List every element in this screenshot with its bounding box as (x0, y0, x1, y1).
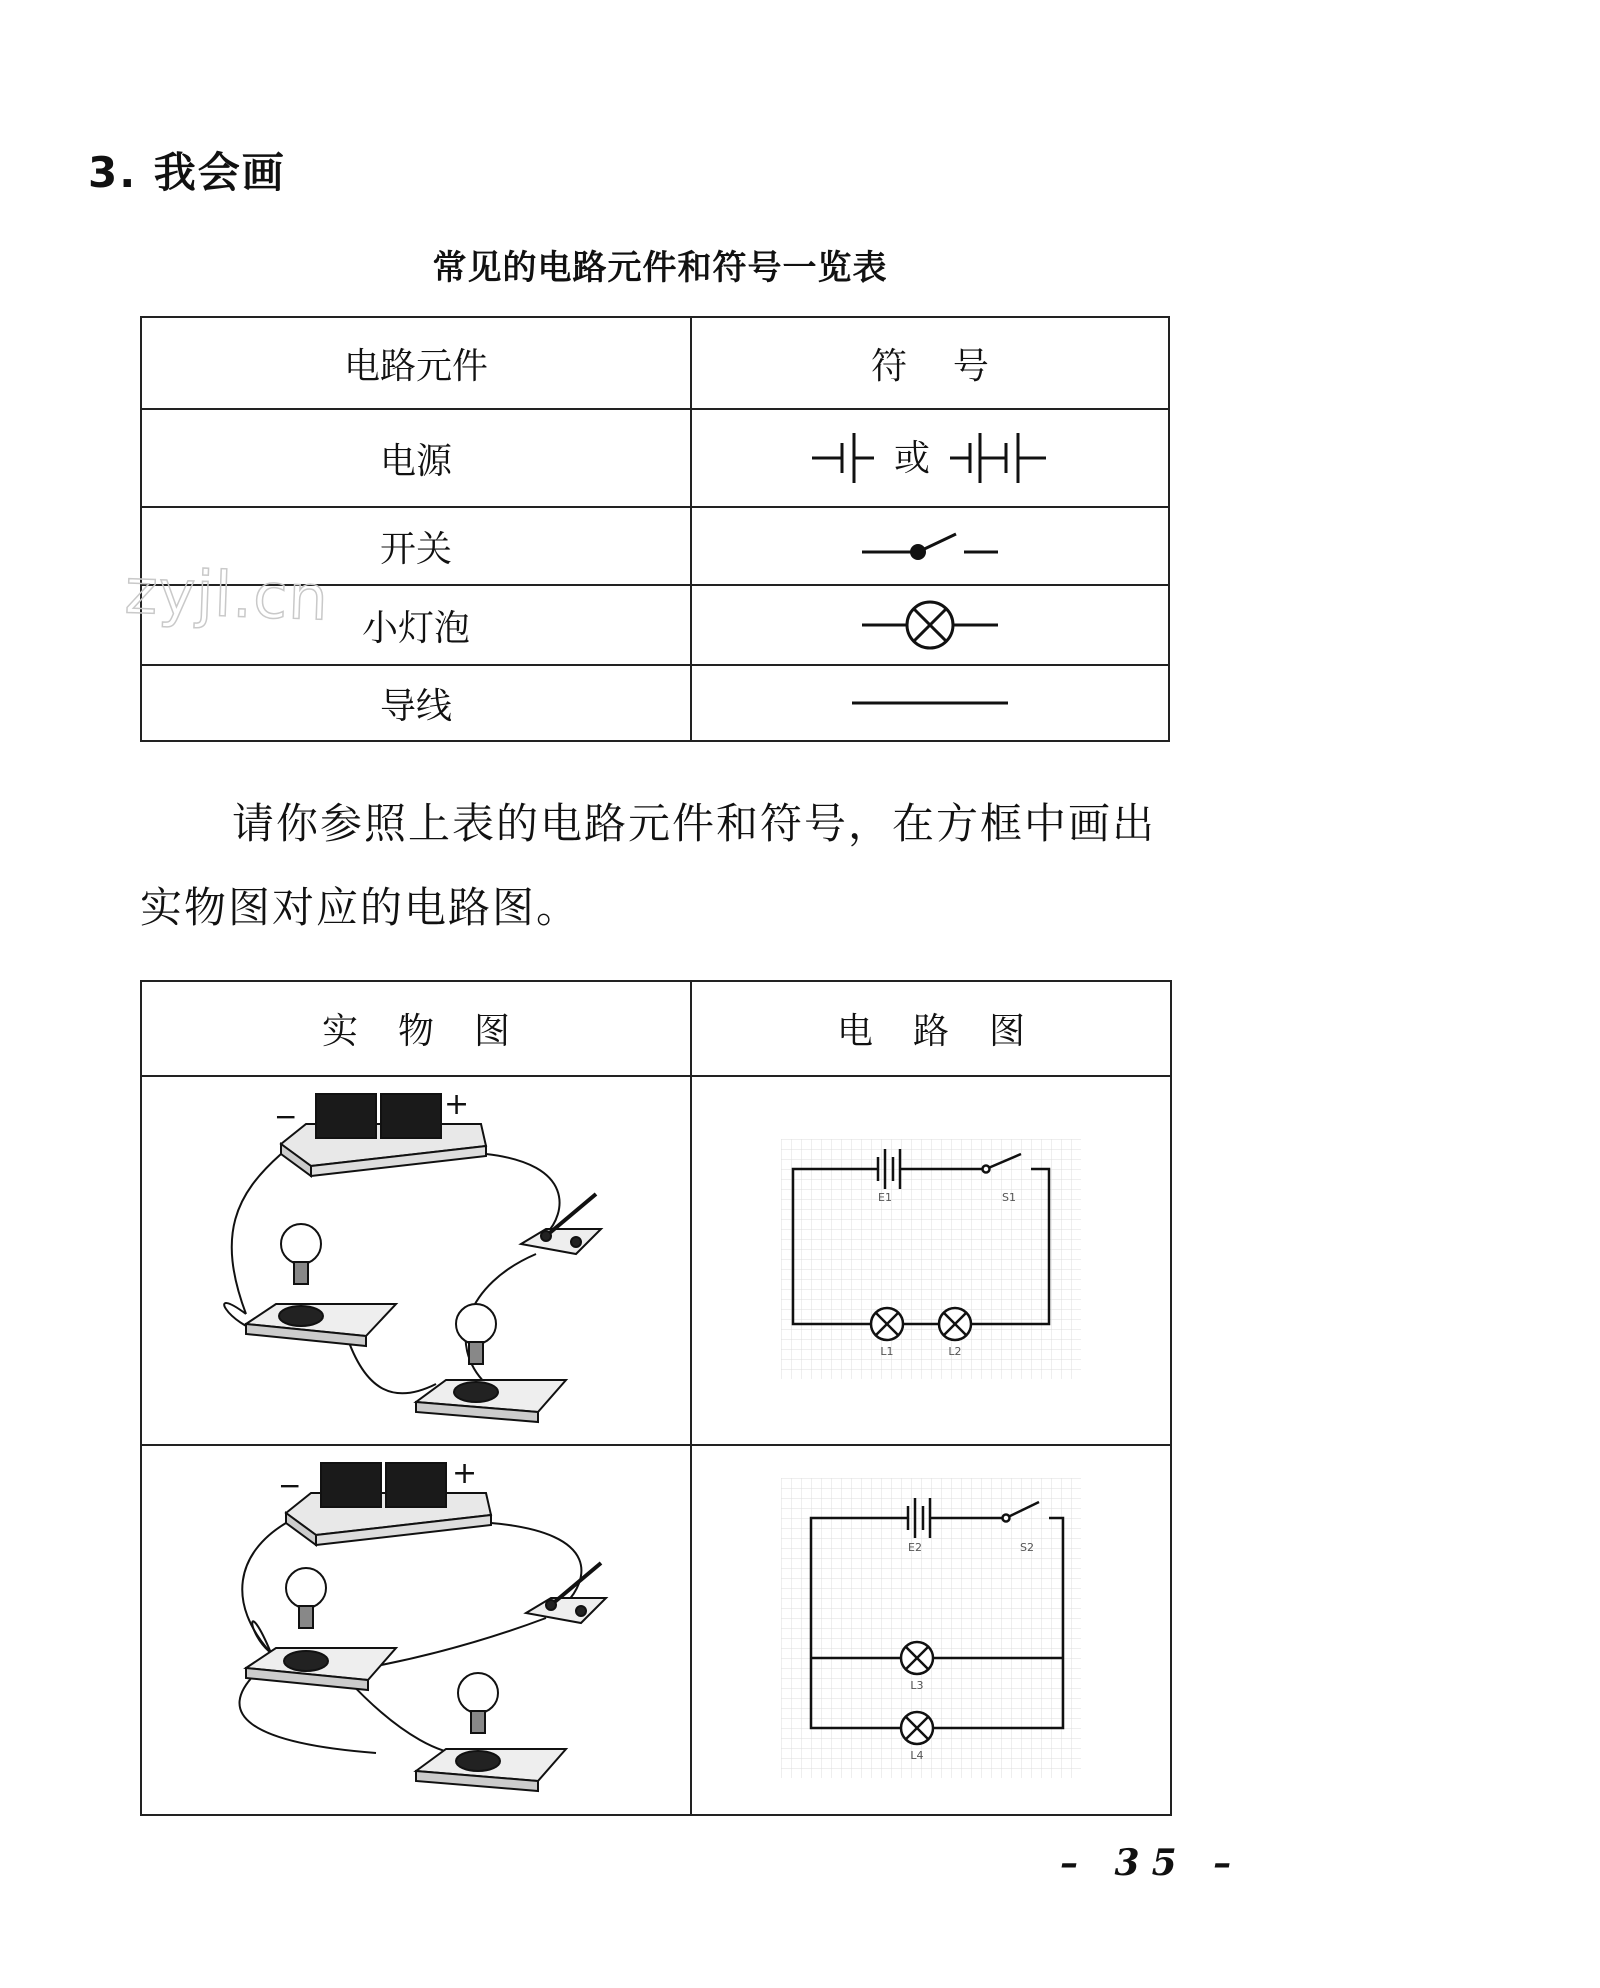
parallel-circuit-photo-icon (146, 1453, 686, 1803)
row-label-bulb: 小灯泡 (141, 585, 691, 665)
drawing-header-physical (141, 981, 691, 1076)
or-text: 或 (893, 438, 931, 479)
watermark: zyjl.cn (123, 554, 330, 635)
lamp-label-l4: L4 (910, 1749, 924, 1763)
lamp-label-l1: L1 (880, 1344, 894, 1358)
minus-label-2: − (278, 1469, 302, 1503)
page-number: – 35 – (1060, 1842, 1244, 1884)
switch-label-s2: S2 (1020, 1541, 1034, 1555)
bulb-symbol-cell (691, 585, 1169, 665)
battery-label-e1: E1 (878, 1190, 892, 1204)
series-circuit-diagram (781, 1139, 1081, 1379)
section-title: 3. 我会画 (88, 148, 286, 197)
drawing-table (140, 980, 1172, 1816)
circuit-diagram-cell-1 (691, 1076, 1171, 1446)
switch-label-s1: S1 (1002, 1190, 1016, 1204)
plus-label-1: + (444, 1086, 470, 1122)
row-label-switch: 开关 (141, 507, 691, 585)
series-circuit-photo-icon (146, 1084, 686, 1434)
circuit-header-text: 电路图 (836, 1010, 1065, 1052)
switch-symbol-cell (691, 507, 1169, 585)
symbol-table-header-component: 电路元件 (141, 317, 691, 409)
physical-header-text: 实物图 (321, 1010, 550, 1052)
symbol-table-header-symbol (691, 317, 1169, 409)
minus-label-1: − (274, 1099, 298, 1133)
lamp-label-l3: L3 (910, 1679, 924, 1693)
plus-label-2: + (452, 1456, 478, 1492)
battery-label-e2: E2 (908, 1541, 922, 1555)
physical-diagram-cell-1 (141, 1076, 691, 1446)
row-label-wire: 导线 (141, 665, 691, 741)
row-label-power: 电源 (141, 409, 691, 507)
circuit-diagram-cell-2 (691, 1445, 1171, 1815)
instruction-text: 请你参照上表的电路元件和符号，在方框中画出实物图对应的电路图。 (140, 799, 1157, 932)
wire-symbol-cell (691, 665, 1169, 741)
lamp-label-l2: L2 (948, 1344, 962, 1358)
power-symbol-cell (691, 409, 1169, 507)
wire-symbol-icon (850, 693, 1010, 713)
drawing-header-circuit (691, 981, 1171, 1076)
switch-symbol-icon (860, 526, 1000, 566)
grid-background (781, 1139, 1081, 1379)
symbol-header-text: 符 号 (871, 345, 989, 387)
physical-diagram-cell-2 (141, 1445, 691, 1815)
bulb-symbol-icon (860, 600, 1000, 650)
symbol-table-title: 常见的电路元件和符号一览表 (432, 248, 888, 288)
battery-symbol-icon (810, 428, 1050, 488)
parallel-circuit-diagram (781, 1478, 1081, 1778)
symbol-table (140, 316, 1170, 742)
